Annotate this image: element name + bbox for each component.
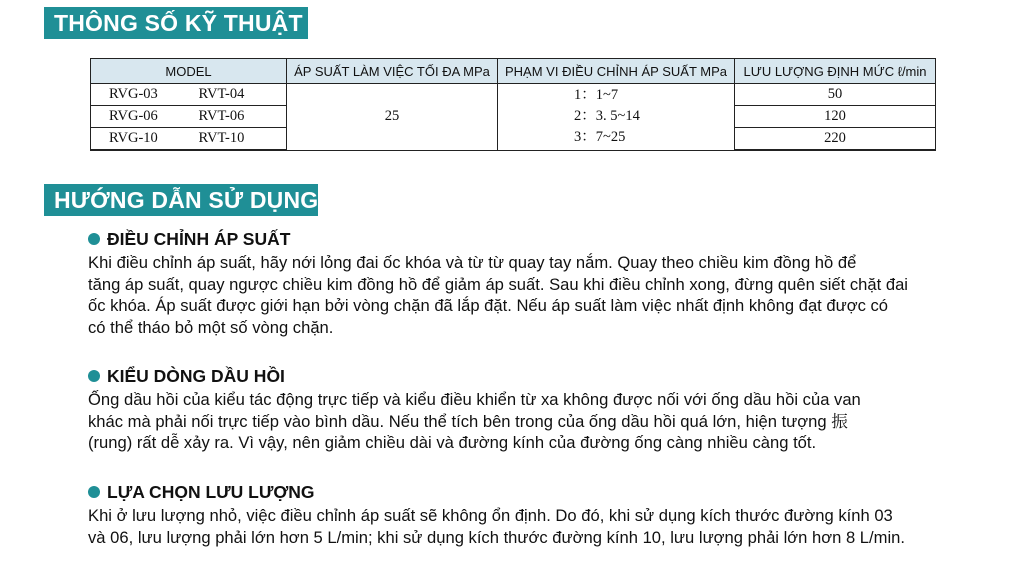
item-body [88,252,988,338]
bullet-dot-icon [88,233,100,245]
model-rvg: RVG-06 [91,106,191,128]
table-row [91,84,936,106]
item-title: KIỂU DÒNG DẦU HỒI [107,365,285,386]
item-body [88,505,988,548]
bullet-dot-icon [88,486,100,498]
model-rvt: RVT-06 [191,106,287,128]
pressure-range-cell [498,84,735,151]
usage-item-return-flow [88,364,988,454]
bullet-dot-icon [88,370,100,382]
col-pressure-range: PHẠM VI ĐIỀU CHỈNH ÁP SUẤT MPa [498,59,735,84]
body-line: Ống dầu hồi của kiểu tác động trực tiếp và kiểu điều khiển từ xa không được nối với ống dầu hồi của van [88,390,861,409]
usage-section-title: HƯỚNG DẪN SỬ DỤNG [44,184,318,216]
body-line: (rung) rất dễ xảy ra. Vì vậy, nên giảm chiều dài và đường kính của đường ống càng nhiều càng tốt. [88,433,817,452]
usage-item-pressure-adjustment [88,227,988,338]
col-model: MODEL [91,59,287,84]
model-rvg: RVG-03 [91,84,191,106]
item-heading [88,364,988,388]
max-pressure-value: 25 [287,84,498,151]
item-heading [88,227,988,251]
flow-value: 220 [735,128,936,151]
body-line: ốc khóa. Áp suất được giới hạn bởi vòng chặn đã lắp đặt. Nếu áp suất làm việc nhất định không đạt được có [88,296,889,315]
body-line: Khi điều chỉnh áp suất, hãy nới lỏng đai ốc khóa và từ từ quay tay nắm. Quay theo chiều kim đồng hồ để [88,253,857,272]
body-line: tăng áp suất, quay ngược chiều kim đồng hồ để giảm áp suất. Sau khi điều chỉnh xong, đừng quên siết chặt đai [88,274,908,294]
body-line: và 06, lưu lượng phải lớn hơn 5 L/min; khi sử dụng kích thước đường kính 10, lưu lượng phải lớn hơn 8 L/min. [88,527,905,547]
item-title: LỰA CHỌN LƯU LƯỢNG [107,481,315,502]
pressure-range-2: 2：3. 5~14 [574,108,640,125]
pressure-range-1: 1：1~7 [574,87,619,104]
spec-table-header [91,59,936,84]
usage-item-flow-selection [88,480,988,548]
item-title: ĐIỀU CHỈNH ÁP SUẤT [107,228,291,249]
pressure-range-3: 3：7~25 [574,129,626,146]
model-rvt: RVT-04 [191,84,287,106]
model-rvg: RVG-10 [91,128,191,151]
body-line: có thể tháo bỏ một số vòng chặn. [88,317,334,337]
col-max-flow: LƯU LƯỢNG ĐỊNH MỨC ℓ/min [735,59,936,84]
model-rvt: RVT-10 [191,128,287,151]
body-line: Khi ở lưu lượng nhỏ, việc điều chỉnh áp suất sẽ không ổn định. Do đó, khi sử dụng kích thước đường kính 03 [88,506,893,525]
flow-value: 50 [735,84,936,106]
item-heading [88,480,988,504]
col-max-pressure: ÁP SUẤT LÀM VIỆC TỐI ĐA MPa [287,59,498,84]
spec-table [90,58,936,151]
item-body [88,389,988,454]
body-line: khác mà phải nối trực tiếp vào bình dầu. Nếu thể tích bên trong của ống dầu hồi quá lớn, hiện tượng 振 [88,411,848,431]
specs-section-title: THÔNG SỐ KỸ THUẬT [44,7,308,39]
flow-value: 120 [735,106,936,128]
